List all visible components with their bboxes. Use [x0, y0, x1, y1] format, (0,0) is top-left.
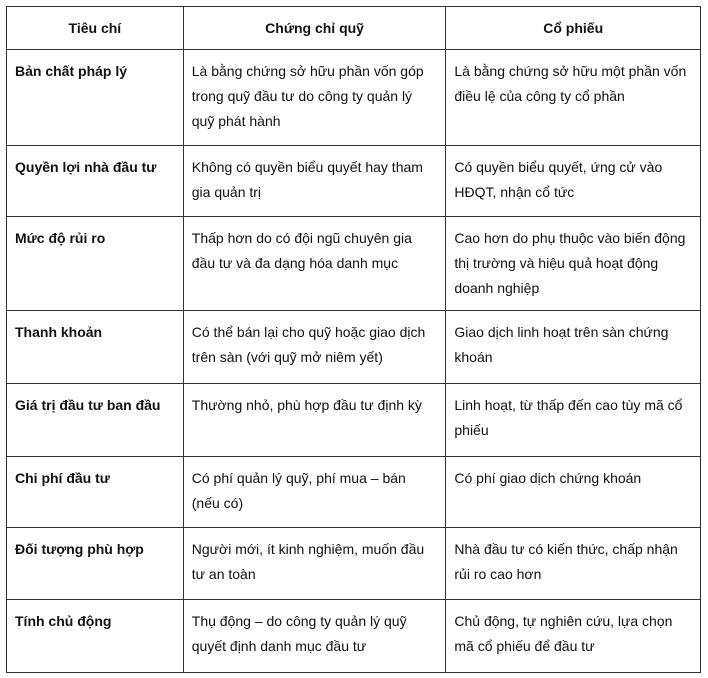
- stock-cell: Là bằng chứng sở hữu một phần vốn điều lệ của công ty cổ phần: [446, 50, 701, 146]
- stock-cell: Có phí giao dịch chứng khoán: [446, 457, 701, 528]
- table-row: [7, 50, 701, 146]
- stock-cell: Có quyền biểu quyết, ứng cử vào HĐQT, nhận cổ tức: [446, 146, 701, 217]
- stock-cell: Nhà đầu tư có kiến thức, chấp nhận rủi ro cao hơn: [446, 528, 701, 600]
- criterion-cell: Tính chủ động: [7, 600, 184, 673]
- header-criterion: Tiêu chí: [7, 7, 184, 50]
- criterion-cell: Thanh khoản: [7, 311, 184, 384]
- fund-cell: Có phí quản lý quỹ, phí mua – bán (nếu có): [183, 457, 446, 528]
- fund-cell: Thường nhỏ, phù hợp đầu tư định kỳ: [183, 384, 446, 457]
- table-row: [7, 311, 701, 384]
- header-fund-certificate: Chứng chỉ quỹ: [183, 7, 446, 50]
- table-row: [7, 600, 701, 673]
- criterion-cell: Quyền lợi nhà đầu tư: [7, 146, 184, 217]
- table-row: [7, 457, 701, 528]
- fund-cell: Có thể bán lại cho quỹ hoặc giao dịch trên sàn (với quỹ mở niêm yết): [183, 311, 446, 384]
- stock-cell: Linh hoạt, từ thấp đến cao tùy mã cổ phiếu: [446, 384, 701, 457]
- criterion-cell: Giá trị đầu tư ban đầu: [7, 384, 184, 457]
- fund-cell: Là bằng chứng sở hữu phần vốn góp trong quỹ đầu tư do công ty quản lý quỹ phát hành: [183, 50, 446, 146]
- stock-cell: Chủ động, tự nghiên cứu, lựa chọn mã cổ phiếu để đầu tư: [446, 600, 701, 673]
- fund-cell: Thấp hơn do có đội ngũ chuyên gia đầu tư và đa dạng hóa danh mục: [183, 217, 446, 311]
- fund-cell: Người mới, ít kinh nghiệm, muốn đầu tư an toàn: [183, 528, 446, 600]
- comparison-table: [6, 6, 701, 673]
- criterion-cell: Mức độ rủi ro: [7, 217, 184, 311]
- header-stock: Cổ phiếu: [446, 7, 701, 50]
- stock-cell: Giao dịch linh hoạt trên sàn chứng khoán: [446, 311, 701, 384]
- table-row: [7, 528, 701, 600]
- criterion-cell: Đối tượng phù hợp: [7, 528, 184, 600]
- table-row: [7, 146, 701, 217]
- table-row: [7, 217, 701, 311]
- criterion-cell: Bản chất pháp lý: [7, 50, 184, 146]
- header-row: [7, 7, 701, 50]
- criterion-cell: Chi phí đầu tư: [7, 457, 184, 528]
- fund-cell: Thụ động – do công ty quản lý quỹ quyết định danh mục đầu tư: [183, 600, 446, 673]
- table-row: [7, 384, 701, 457]
- fund-cell: Không có quyền biểu quyết hay tham gia quản trị: [183, 146, 446, 217]
- stock-cell: Cao hơn do phụ thuộc vào biến động thị trường và hiệu quả hoạt động doanh nghiệp: [446, 217, 701, 311]
